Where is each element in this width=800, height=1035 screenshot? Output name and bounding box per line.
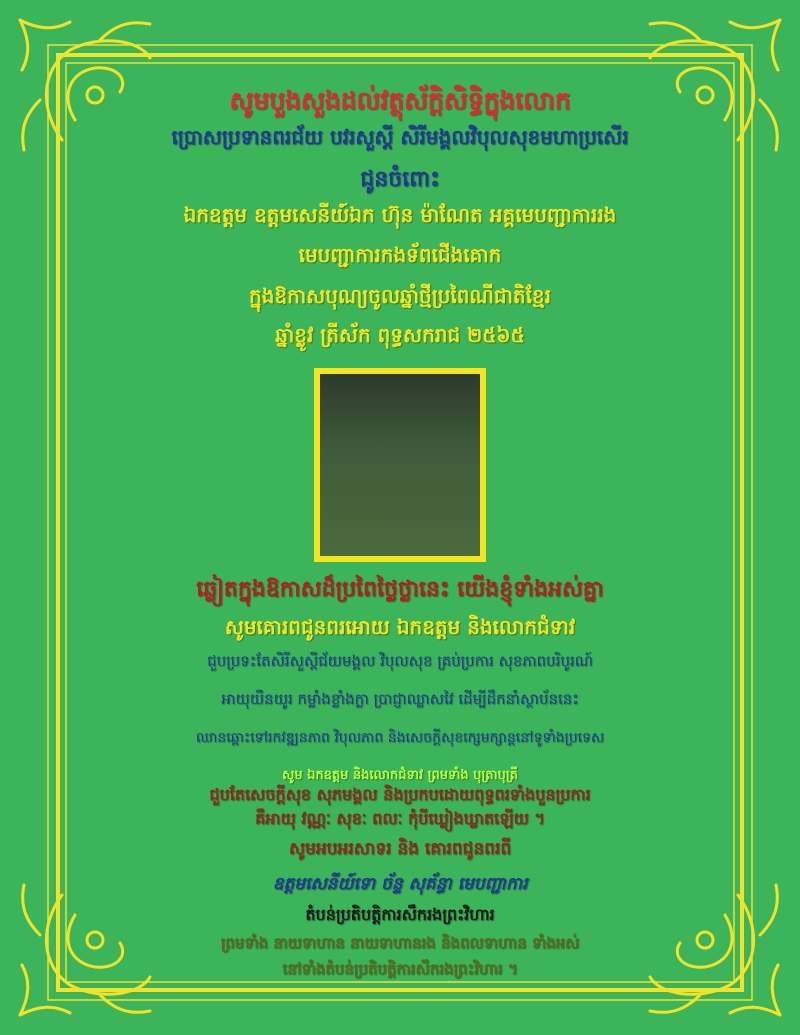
portrait-frame	[314, 368, 486, 562]
year-line: ឆ្នាំខ្លូវ ត្រីស័ក ពុទ្ធសករាជ ២៥៦៥	[275, 323, 525, 347]
wish-intro: ឆ្លៀតក្នុងឱកាសដ៏ប្រពៃថ្លៃថ្លានេះ យើងខ្ញុំទាំងអស់គ្នា	[196, 577, 604, 602]
wish-happiness: ជួបតែសេចក្តីសុខ សុភមង្គល និងប្រកបដោយពុទ្ធពរទាំងបួនប្រការ	[209, 785, 591, 804]
sender-unit: តំបន់ប្រតិបត្តិការសឹករងព្រះវិហារ	[305, 905, 495, 924]
wish-body-2: អាយុយឺនយូរ កម្លាំងខ្លាំងក្លា ប្រាជ្ញាឈ្លាសវៃ ដើម្បីដឹកនាំស្ថាប័ននេះ	[221, 690, 579, 708]
occasion-line: ក្នុងឱកាសបុណ្យចូលឆ្នាំថ្មីប្រពៃណីជាតិខ្មែរ	[249, 284, 551, 308]
recipient-position: មេបញ្ជាការកងទ័ពជើងគោក	[298, 243, 502, 267]
blessing-subtitle: ប្រោសប្រទានពរជ័យ បវរសួស្តី សិរីមង្គលវិបុលសុខមហាប្រសើរ	[171, 125, 629, 149]
dedication-label: ជូនចំពោះ	[360, 167, 440, 192]
sender-name: ឧត្តមសេនីយ៍ទោ ច័ន្ទ សុគ័ន្ធា មេបញ្ជាការ	[272, 874, 528, 894]
portrait-photo	[320, 374, 480, 556]
congratulations-from: សូមអបអរសាទរ និង គោរពជូនពរពី	[288, 839, 512, 859]
wish-recipients: សូមគោរពជូនពរអោយ ឯកឧត្តម និងលោកជំទាវ	[224, 615, 576, 639]
staff-line-2: នៅទាំងតំបន់ប្រតិបត្តិការសឹករងព្រះវិហារ ។	[282, 960, 518, 978]
recipient-name: ឯកឧត្តម ឧត្តមសេនីយ៍ឯក ហ៊ុន ម៉ាណែត អគ្គមេបញ្ជាការរង	[183, 203, 617, 227]
wish-body-1: ជួបប្រទះតែសិរីសួស្តីជ័យមង្គល វិបុលសុខ គ្រប់ប្រការ សុខភាពបរិបូរណ៍	[207, 652, 593, 670]
staff-line-1: ព្រមទាំង នាយទាហាន នាយទាហានរង និងពលទាហាន ទាំងអស់	[220, 934, 580, 952]
wish-body-3: ឈានឆ្ពោះទៅរកវឌ្ឍនភាព វិបុលភាព និងសេចក្តីសុខក្សេមក្សាន្តនៅទូទាំងប្រទេស	[195, 730, 605, 746]
wish-four-blessings: គឺអាយុ វណ្ណៈ សុខៈ ពលៈ កុំបីឃ្លៀងឃ្លាតឡើយ ។	[255, 809, 545, 828]
blessing-title: សូមបួងសួងដល់វត្ថុស័ក្តិសិទ្ធិក្នុងលោក	[229, 86, 571, 115]
wish-family: សូម ឯកឧត្តម និងលោកជំទាវ ព្រមទាំង បុត្រាបុត្រី	[281, 768, 519, 783]
